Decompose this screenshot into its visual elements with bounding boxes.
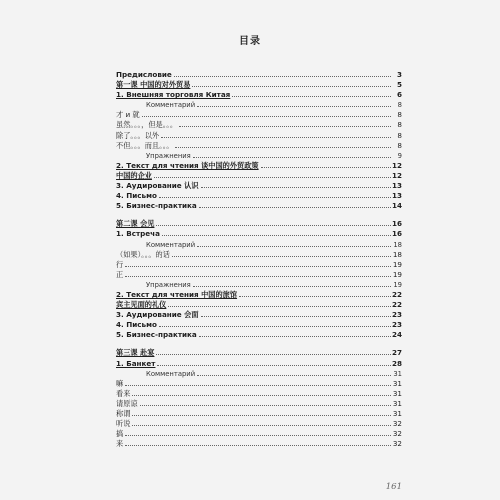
toc-entry[interactable] [116, 120, 402, 130]
dot-leader [125, 445, 391, 446]
toc-entry-page: 32 [392, 419, 402, 429]
dot-leader [197, 246, 391, 247]
dot-leader [199, 336, 391, 337]
toc-entry[interactable] [116, 379, 402, 389]
toc-entry-title: Упражнения [146, 280, 191, 289]
toc-entry-page: 8 [397, 140, 402, 150]
toc-entry-title: 5. Бизнес-практика [116, 201, 197, 211]
toc-entry-title: Комментарий [146, 101, 196, 110]
toc-entry[interactable] [116, 310, 402, 320]
toc-entry-page: 31 [393, 369, 402, 378]
toc-entry-page: 23 [391, 320, 402, 330]
dot-leader [232, 96, 391, 97]
toc-entry[interactable] [116, 151, 402, 161]
toc-entry-page: 12 [391, 160, 402, 170]
dot-leader [174, 76, 391, 77]
dot-leader [125, 385, 391, 386]
toc-entry-title: 4. Письмо [116, 320, 157, 330]
toc-entry-page: 12 [391, 170, 402, 180]
dot-leader [161, 137, 391, 138]
toc-entry-title: 听说 [116, 419, 131, 429]
section-gap [116, 340, 402, 348]
dot-leader [125, 266, 391, 267]
toc-entry-title: 第二课 会见 [116, 219, 155, 229]
dot-leader [192, 86, 391, 87]
dot-leader [239, 296, 391, 297]
dot-leader [159, 326, 391, 327]
dot-leader [199, 207, 391, 208]
toc-entry[interactable] [116, 201, 402, 211]
toc-entry-page: 19 [393, 280, 402, 289]
toc-entry-title: Предисловие [116, 70, 172, 79]
toc-entry-page: 32 [392, 439, 402, 449]
toc-entry-title: 宾主见面的礼仪 [116, 300, 167, 310]
toc-entry-page: 31 [392, 409, 402, 418]
toc-entry-title: 搞 [116, 429, 124, 439]
toc-entry-page: 16 [391, 219, 402, 229]
toc-entry-title: Комментарий [146, 369, 196, 378]
dot-leader [125, 435, 391, 436]
toc-entry-page: 14 [391, 201, 402, 211]
page-title: 目录 [239, 36, 261, 47]
section-gap [116, 211, 402, 219]
toc-entry[interactable] [116, 409, 402, 419]
toc-entry-title: 1. Встреча [116, 229, 160, 239]
toc-entry-page: 27 [391, 348, 402, 358]
toc-entry[interactable] [116, 320, 402, 330]
toc-entry-page: 5 [396, 80, 402, 90]
dot-leader [159, 197, 391, 198]
toc-entry-page: 28 [391, 358, 402, 368]
toc-entry-title: 嘛 [116, 378, 124, 388]
toc-entry-page: 22 [391, 300, 402, 310]
toc-entry-page: 22 [391, 289, 402, 299]
toc-entry[interactable] [116, 250, 402, 260]
toc-entry[interactable] [116, 348, 402, 358]
toc-entry-page: 19 [392, 269, 402, 279]
toc-entry-page: 31 [392, 378, 402, 388]
toc-entry-title: 请原谅 [116, 398, 138, 408]
toc-entry-title: 中国的企业 [116, 170, 152, 180]
dot-leader [132, 425, 391, 426]
toc-entry-page: 3 [396, 70, 402, 79]
toc-entry[interactable] [116, 80, 402, 90]
dot-leader [197, 106, 391, 107]
dot-leader [132, 415, 391, 416]
toc-entry-title: 1. Внешняя торговля Китая [116, 90, 231, 100]
toc-entry-page: 32 [392, 429, 402, 439]
toc-entry[interactable] [116, 260, 402, 270]
toc-entry[interactable] [116, 90, 402, 100]
dot-leader [157, 365, 391, 366]
toc-entry[interactable] [116, 110, 402, 120]
toc-entry-title: 正 [116, 269, 124, 279]
toc-entry[interactable] [116, 181, 402, 191]
toc-entry-title: 4. Письмо [116, 191, 157, 201]
toc-entry[interactable] [116, 100, 402, 110]
toc-entry[interactable] [116, 419, 402, 429]
toc-entry-title: 行 [116, 259, 124, 269]
toc-entry[interactable] [116, 229, 402, 239]
dot-leader [175, 147, 391, 148]
toc-entry[interactable] [116, 359, 402, 369]
dot-leader [125, 276, 391, 277]
toc-entry[interactable] [116, 369, 402, 379]
toc-entry-page: 8 [397, 101, 402, 110]
dot-leader [261, 167, 391, 168]
dot-leader [142, 116, 391, 117]
toc-entry-title: 3. Аудирование 认识 [116, 181, 199, 191]
toc-entry-title: Комментарий [146, 240, 196, 249]
toc-entry[interactable] [116, 429, 402, 439]
toc-entry-title: 第三课 赴宴 [116, 348, 155, 358]
dot-leader [201, 316, 391, 317]
toc-entry-title: 才 и 就 [116, 110, 140, 120]
toc-entry-title: 第一课 中国的对外贸易 [116, 80, 191, 90]
toc-entry-page: 16 [391, 229, 402, 239]
toc-entry[interactable] [116, 439, 402, 449]
toc-entry-page: 31 [392, 388, 402, 398]
dot-leader [154, 177, 391, 178]
dot-leader [132, 395, 391, 396]
dot-leader [162, 235, 391, 236]
toc-entry-title: 不但。。。而且。。。 [116, 140, 174, 150]
toc-entry[interactable] [116, 399, 402, 409]
toc-entry[interactable] [116, 161, 402, 171]
dot-leader [140, 405, 391, 406]
toc-entry-page: 23 [391, 310, 402, 320]
toc-entry-page: 31 [392, 398, 402, 408]
dot-leader [201, 187, 391, 188]
toc-entry-page: 13 [391, 191, 402, 201]
toc-entry[interactable] [116, 240, 402, 250]
toc-entry-page: 8 [397, 130, 402, 140]
toc-entry[interactable] [116, 141, 402, 151]
toc-entry-title: 看来 [116, 388, 131, 398]
toc-entry[interactable] [116, 270, 402, 280]
toc-entry-page: 24 [391, 330, 402, 340]
toc-entry-title: 2. Текст для чтения 中国的旅馆 [116, 289, 238, 299]
dot-leader [156, 354, 391, 355]
dot-leader [172, 256, 391, 257]
dot-leader [179, 126, 391, 127]
toc-entry[interactable] [116, 70, 402, 80]
toc-entry-title: Упражнения [146, 151, 191, 160]
toc-entry[interactable] [116, 300, 402, 310]
toc-entry-page: 8 [397, 120, 402, 130]
toc-entry[interactable] [116, 191, 402, 201]
toc-entry[interactable] [116, 131, 402, 141]
toc-entry-title: 虽然。。。，但是。。。 [116, 120, 178, 130]
toc-entry-title: （如果）。。。的话 [116, 249, 170, 259]
toc-entry-page: 19 [392, 259, 402, 269]
table-of-contents [116, 70, 402, 449]
dot-leader [156, 225, 391, 226]
toc-entry-title: 5. Бизнес-практика [116, 330, 197, 340]
toc-entry-page: 6 [396, 90, 402, 100]
toc-entry-page: 18 [392, 249, 402, 259]
page-number: 161 [385, 482, 402, 492]
dot-leader [168, 306, 391, 307]
dot-leader [197, 375, 391, 376]
toc-entry[interactable] [116, 389, 402, 399]
toc-entry[interactable] [116, 290, 402, 300]
dot-leader [193, 157, 391, 158]
toc-entry[interactable] [116, 171, 402, 181]
toc-entry-title: 称谓 [116, 409, 131, 418]
toc-entry-title: 1. Банкет [116, 358, 156, 368]
toc-entry[interactable] [116, 280, 402, 290]
toc-entry-page: 18 [393, 240, 402, 249]
toc-entry-title: 除了。。。以外 [116, 130, 160, 140]
toc-entry-page: 9 [397, 151, 402, 160]
toc-entry-title: 来 [116, 439, 124, 449]
toc-entry-title: 3. Аудирование 会面 [116, 310, 199, 320]
toc-entry-page: 8 [397, 110, 402, 120]
toc-entry-title: 2. Текст для чтения 谈中国的外贸政策 [116, 160, 259, 170]
dot-leader [193, 286, 391, 287]
toc-entry-page: 13 [391, 181, 402, 191]
toc-entry[interactable] [116, 330, 402, 340]
toc-entry[interactable] [116, 219, 402, 229]
